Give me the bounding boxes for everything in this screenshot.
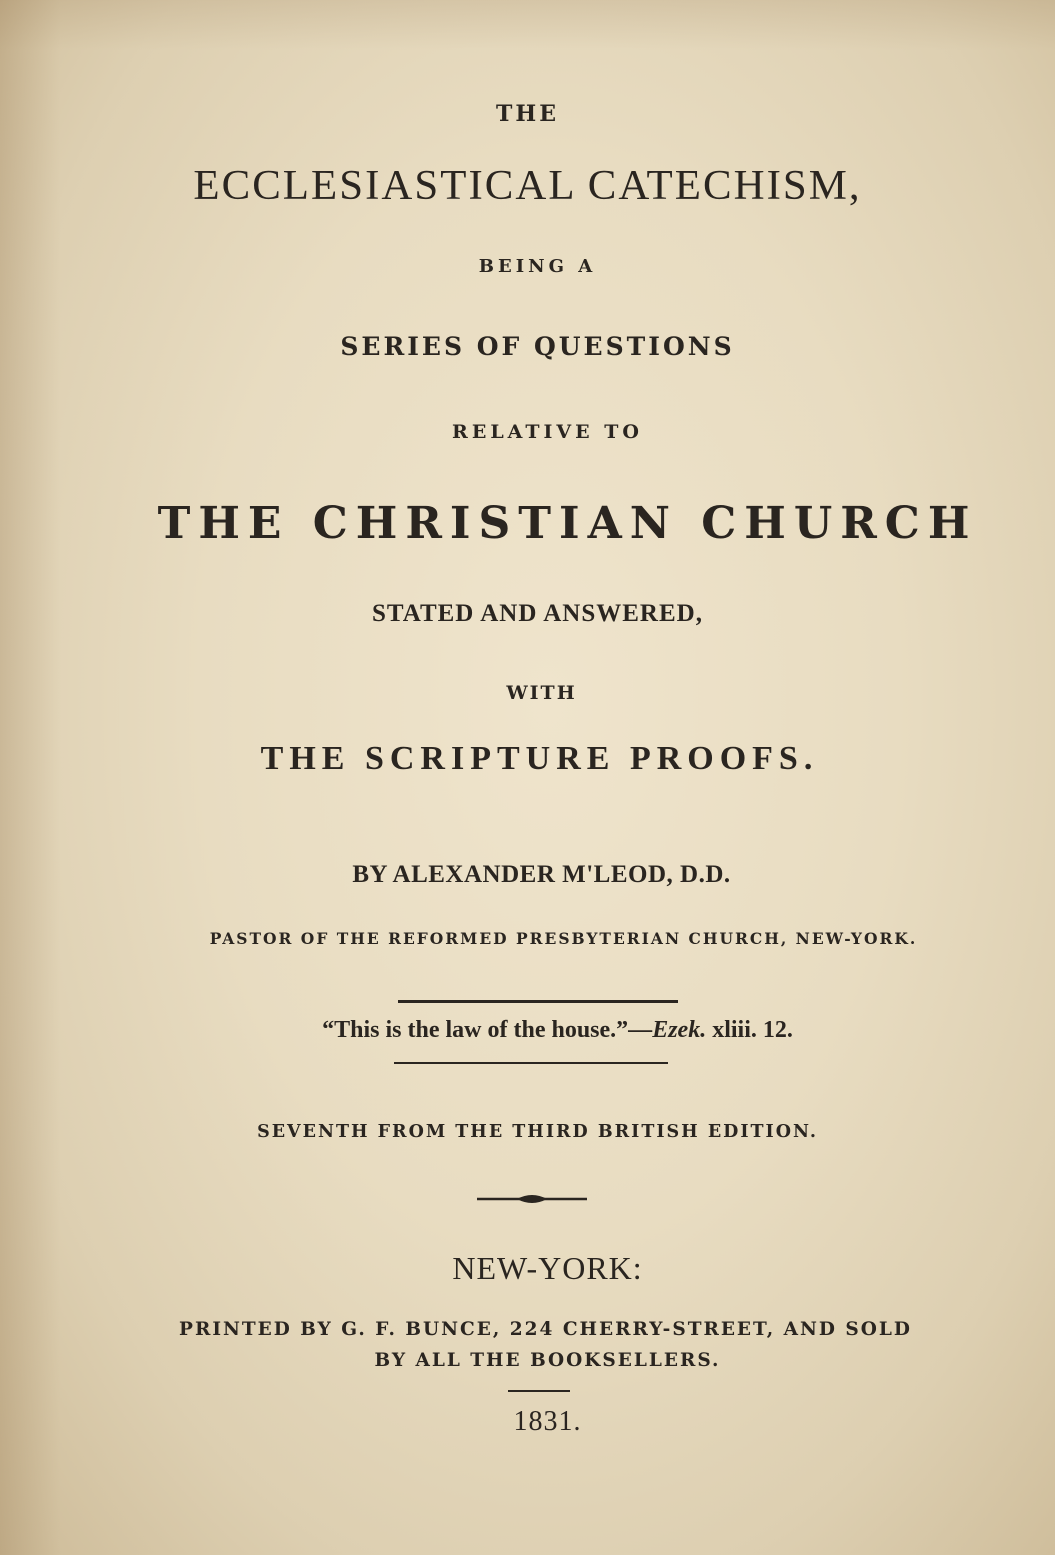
upper-rule: [398, 1000, 678, 1003]
printer-line-1: PRINTED BY G. F. BUNCE, 224 CHERRY-STREET, AND SOLD: [179, 1319, 912, 1340]
relative-to: RELATIVE TO: [452, 421, 643, 443]
epigraph: [0, 1017, 1055, 1044]
christian-church: THE CHRISTIAN CHURCH: [157, 498, 978, 549]
epigraph-reference: Ezek.: [652, 1017, 707, 1043]
author: BY ALEXANDER M'LEOD, D.D.: [352, 861, 731, 888]
with: WITH: [506, 682, 577, 704]
lower-rule: [394, 1062, 668, 1064]
being-a: BEING A: [478, 256, 597, 277]
edition: SEVENTH FROM THE THIRD BRITISH EDITION.: [257, 1122, 818, 1142]
year: 1831.: [513, 1406, 582, 1437]
title-the: THE: [496, 101, 559, 127]
printer-line-2: BY ALL THE BOOKSELLERS.: [374, 1350, 721, 1371]
epigraph-verse: xliii. 12.: [706, 1017, 793, 1043]
dash-ornament: [477, 1191, 587, 1207]
epigraph-quote: “This is the law of the house.”—: [322, 1017, 653, 1043]
series-of-questions: SERIES OF QUESTIONS: [340, 332, 735, 361]
main-title: ECCLESIASTICAL CATECHISM,: [193, 163, 862, 209]
paper-top-shadow: [0, 0, 1055, 50]
author-role: PASTOR OF THE REFORMED PRESBYTERIAN CHURCH, NEW-YORK.: [209, 929, 918, 948]
year-rule: [508, 1390, 570, 1392]
stated-and-answered: STATED AND ANSWERED,: [372, 600, 703, 627]
city: NEW-YORK:: [452, 1250, 643, 1286]
scripture-proofs: THE SCRIPTURE PROOFS.: [260, 740, 819, 777]
